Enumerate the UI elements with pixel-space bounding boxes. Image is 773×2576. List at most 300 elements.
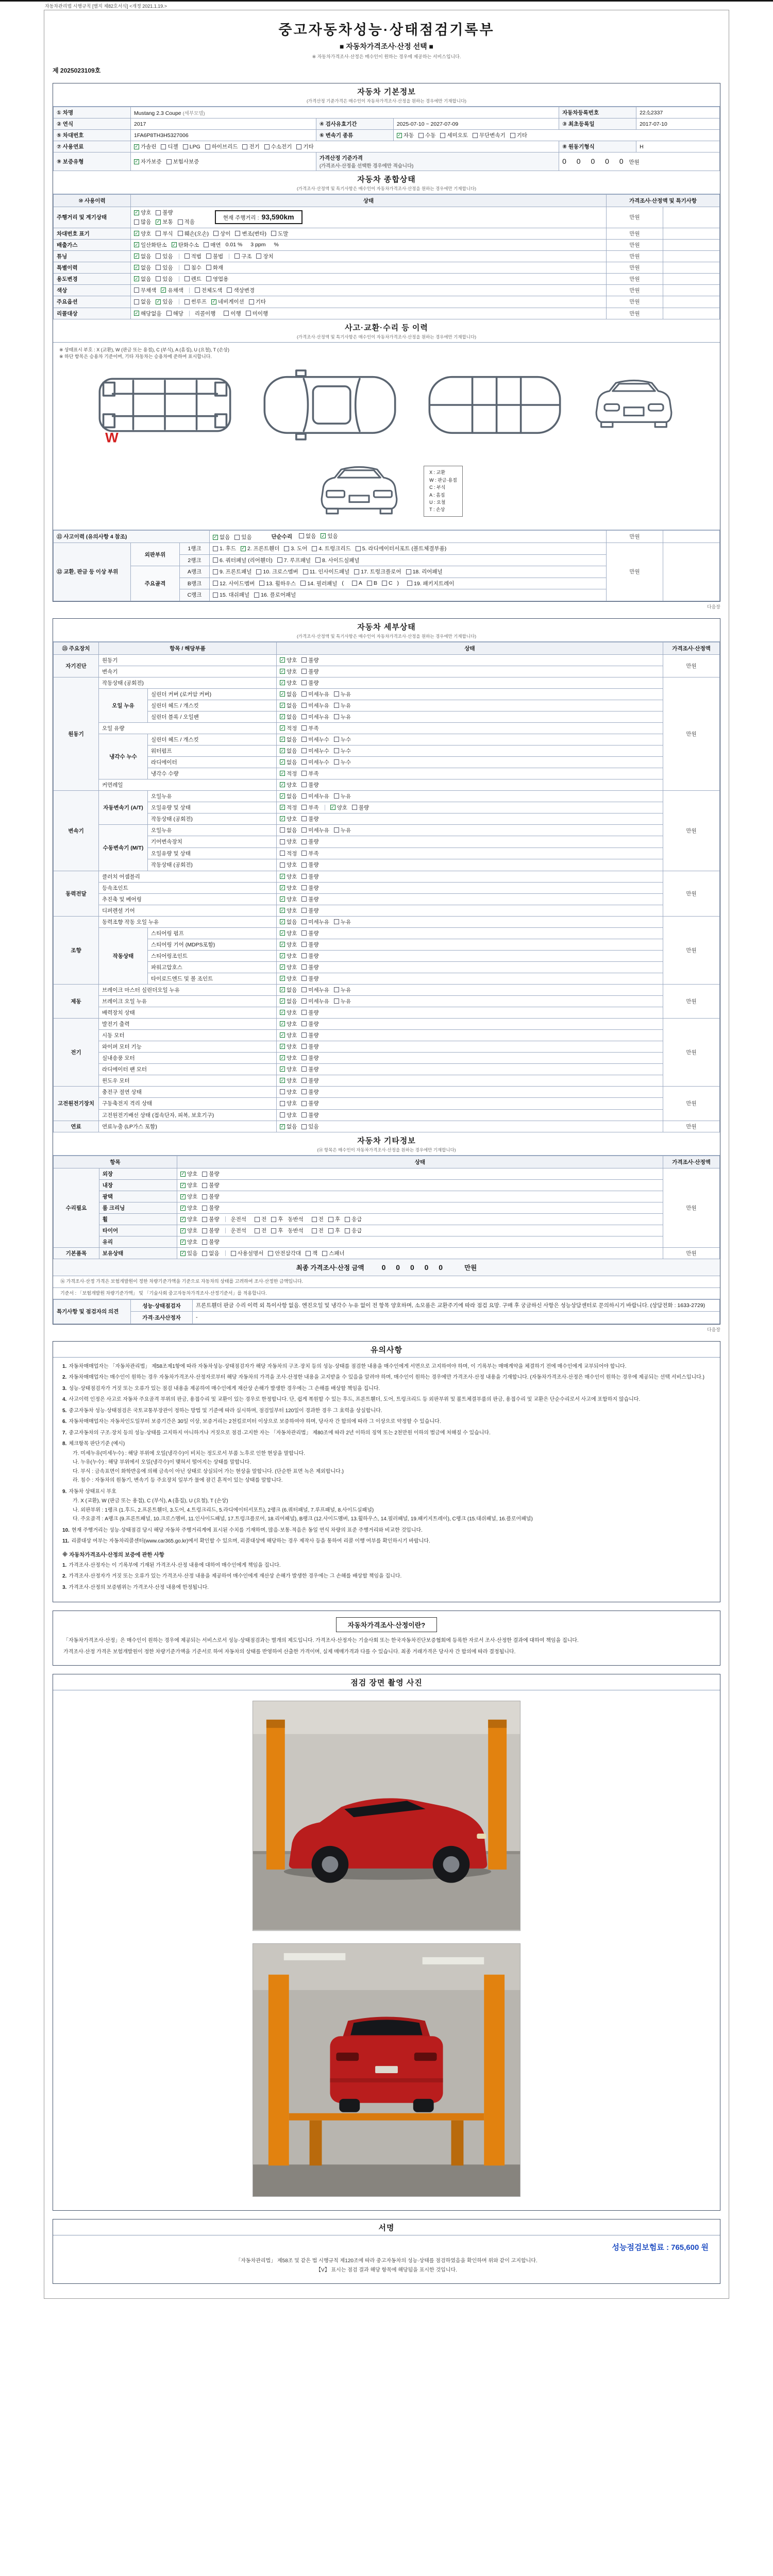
item-part-label: 원동기 (99, 654, 277, 666)
legend-item: U : 요철 (429, 499, 446, 505)
unchecked-box-icon (202, 1217, 207, 1222)
option-label: 썬루프 (191, 299, 207, 305)
status-cell (277, 836, 663, 848)
status-cell (277, 666, 663, 677)
unchecked-box-icon (406, 569, 411, 574)
option-label: 기타 (255, 299, 266, 305)
option-label: 9. 프론트패널 (220, 569, 252, 575)
item-part-label: 냉각수 수량 (148, 768, 277, 779)
option-label: 없음 (287, 987, 297, 993)
checkbox-option (277, 556, 311, 564)
checkbox-option (334, 736, 351, 743)
note-number: 7. (62, 1430, 67, 1436)
group-divider (189, 287, 190, 293)
option-label: 불량 (308, 862, 319, 868)
detail-row (54, 1007, 720, 1018)
checkbox-option (280, 1088, 297, 1096)
value-text: 운전석 (230, 1228, 247, 1234)
option-label: 기타 (303, 144, 314, 150)
unchecked-box-icon (301, 1010, 307, 1015)
checkbox-option (299, 532, 316, 540)
rank-label: 2랭크 (180, 554, 210, 566)
option-line (134, 230, 293, 238)
option-group (280, 1020, 324, 1028)
remark-cell (663, 308, 720, 319)
price-cell: 만원 (607, 530, 663, 543)
unchecked-box-icon (268, 1251, 273, 1256)
note-item (62, 1396, 711, 1404)
checkbox-option (280, 907, 297, 914)
checkbox-option (334, 690, 351, 698)
option-label: 렌트 (191, 276, 201, 282)
unchecked-box-icon (301, 816, 307, 821)
status-cell (177, 1225, 663, 1236)
checkbox-option (280, 668, 297, 675)
legend-item: W : 판금·용접 (429, 477, 457, 483)
status-lines (134, 298, 271, 306)
inspection-period-label: ④ 검사유효기간 (316, 118, 393, 130)
status-cell (277, 995, 663, 1007)
checkbox-option (161, 286, 183, 294)
checkbox-option (301, 975, 318, 982)
checked-box-icon: ✓ (280, 896, 284, 902)
block-signature (53, 2219, 720, 2284)
remark-cell (663, 273, 720, 284)
etc-item-label: 보유상태 (99, 1248, 177, 1259)
continue-label: 다음장 (707, 604, 720, 609)
option-label: 양호 (287, 1021, 297, 1027)
item-part-label: 클러치 어셈블리 (99, 871, 277, 882)
checkbox-option (301, 907, 318, 914)
detail-row (54, 700, 720, 711)
option-group (134, 252, 278, 260)
unchecked-box-icon (301, 908, 307, 913)
checkbox-option (256, 252, 273, 260)
remarks-title: 특기사항 및 점검자의 의견 (54, 1300, 131, 1324)
column-header-price: 가격조사·산정액 및 특기사항 (607, 195, 720, 207)
checkbox-option (301, 1123, 318, 1130)
detail-row (54, 711, 720, 722)
price-cell: 만원 (607, 228, 663, 239)
detail-row (54, 688, 720, 700)
status-wrap (134, 286, 603, 295)
checked-box-icon: ✓ (181, 1250, 185, 1256)
option-label: 불량 (308, 1100, 319, 1107)
option-label: 불량 (308, 1055, 319, 1061)
checkbox-option (280, 850, 297, 857)
checkbox-option (328, 1215, 340, 1223)
year-label: ② 연식 (54, 118, 131, 130)
rank-label: C랭크 (180, 589, 210, 601)
item-part-label: 시동 모터 (99, 1029, 277, 1041)
option-label: 매연 (210, 242, 221, 248)
status-code-legend-line-1: ※ 상태표시 부호 : X (교환), W (판금 또는 용접), C (부식), A (흠집), U (요철), T (손상) (59, 347, 229, 352)
option-label: 탄화수소 (178, 242, 199, 248)
unchecked-box-icon (328, 1217, 333, 1222)
usage-history-label: 색상 (54, 284, 131, 296)
checked-box-icon: ✓ (280, 885, 284, 890)
option-label: 전기 (249, 144, 260, 150)
option-label: 없음 (287, 714, 297, 720)
option-group (280, 986, 356, 994)
option-label: 양호 (141, 210, 152, 216)
main-frame-label: 주요골격 (131, 566, 180, 601)
checkbox-option (205, 143, 238, 150)
detail-row (54, 779, 720, 790)
option-label: 불량 (209, 1194, 220, 1200)
checked-box-icon: ✓ (280, 759, 284, 765)
option-label: 불량 (308, 873, 319, 880)
option-group (280, 826, 356, 834)
etc-item-label: 타이어 (99, 1225, 177, 1236)
option-label: 미세누유 (308, 987, 329, 993)
price-cell: 만원 (607, 207, 663, 228)
unchecked-box-icon (280, 1089, 285, 1094)
option-group (280, 1099, 324, 1107)
note-text: 사고이력 인정은 사고로 자동차 주요골격 부위의 판금, 용접수리 및 교환이 있는 경우로 한정합니다. 단, 쉽게 복원할 수 있는 후드, 프론트휀더, 도어, 트렁크리드 등 외판부위 및 볼트체결부품의 판금, 용접수리 및 교환은 단순수리로서 사고에 포함하지 않습니다. (69, 1397, 641, 1403)
item-part-label: 오일유량 및 상태 (148, 802, 277, 813)
status-cell (277, 722, 663, 734)
price-cell: 만원 (663, 677, 720, 790)
item-part-label: 실린더 커버 (로커암 커버) (148, 688, 277, 700)
table-header-row (54, 642, 720, 654)
checkbox-option (321, 532, 338, 540)
checkbox-option (280, 838, 297, 845)
checked-box-icon: ✓ (280, 804, 284, 810)
note-number: 5. (62, 1408, 67, 1414)
etc-info-table (53, 1156, 720, 1259)
checked-box-icon: ✓ (280, 1066, 284, 1072)
section-signature-header (53, 2219, 720, 2235)
option-line (134, 286, 259, 295)
note-sub-item: 라. 침수 : 자동차의 원동기, 변속기 등 주요장치 일부가 물에 잠긴 흔적이 있는 상태를 말합니다. (73, 1478, 283, 1484)
unchecked-box-icon (156, 276, 161, 281)
usage-history-label: 특별이력 (54, 262, 131, 273)
checkbox-option (234, 252, 251, 260)
option-label: 양호 (287, 1089, 297, 1095)
checkbox-option (280, 1009, 297, 1016)
fuel-label: ⑦ 사용연료 (54, 141, 131, 152)
option-label: 6. 쿼터패널 (리어휀더) (220, 557, 273, 564)
checked-box-icon: ✓ (280, 748, 284, 753)
etc-row (54, 1191, 720, 1202)
checkbox-option (301, 941, 318, 948)
rank-label: 1랭크 (180, 543, 210, 555)
status-cell (131, 284, 607, 296)
option-label: 미세누수 (308, 736, 329, 743)
checkbox-option (202, 1170, 219, 1178)
unchecked-box-icon (271, 231, 276, 236)
checkbox-option (178, 230, 209, 238)
group-divider (225, 1216, 226, 1222)
checkbox-option (213, 591, 249, 599)
unchecked-box-icon (312, 546, 317, 551)
device-group-label: 조향 (54, 916, 99, 984)
checkbox-option (280, 1123, 297, 1130)
status-cell (277, 1109, 663, 1121)
checkbox-option (202, 1181, 219, 1189)
unchecked-box-icon (334, 714, 339, 719)
detail-row (54, 1018, 720, 1029)
checkbox-option (312, 1215, 324, 1223)
insurance-fee (53, 2235, 720, 2255)
option-label: 양호 (187, 1205, 198, 1211)
accident-history-options (210, 530, 607, 543)
checkbox-option (280, 1031, 297, 1039)
value-text: 동반석 (288, 1216, 304, 1223)
option-group (213, 568, 447, 575)
section-notes-header (53, 1342, 720, 1358)
option-label: 불량 (308, 1032, 319, 1039)
etc-row (54, 1225, 720, 1236)
option-label: 누유 (340, 987, 351, 993)
checked-box-icon: ✓ (280, 919, 284, 924)
note-text: 성능·상태점검자가 거짓 또는 오류가 있는 점검 내용을 제공하여 매수인에게 재산상 손해가 발생한 경우에는 그 손해를 배상할 책임을 집니다. (69, 1385, 380, 1392)
item-category-label: 작동상태 (99, 927, 148, 984)
final-price-unit: 만원 (464, 1264, 477, 1272)
option-label: 불량 (308, 657, 319, 664)
option-group (180, 1227, 366, 1234)
car-rear-view-diagram (310, 460, 408, 523)
detail-row (54, 1098, 720, 1110)
checked-box-icon: ✓ (135, 253, 139, 259)
unchecked-box-icon (156, 231, 161, 236)
option-label: 없음 (287, 998, 297, 1005)
checkbox-option (301, 850, 318, 857)
item-part-label: 작동상태 (공회전) (148, 859, 277, 871)
option-group (134, 298, 271, 306)
checkbox-option (407, 580, 454, 587)
checkbox-option (280, 918, 297, 926)
checkbox-option (134, 230, 151, 238)
unchecked-box-icon (277, 557, 282, 563)
status-wrap (134, 241, 603, 249)
option-label: 양호 (287, 1066, 297, 1073)
checkbox-option (271, 1215, 283, 1223)
section-title: 자동차 세부상태 (357, 622, 416, 632)
item-part-label: 디퍼렌셜 기어 (99, 905, 277, 916)
option-label: 양호 (287, 896, 297, 903)
pricing-info-box (53, 1611, 720, 1666)
option-label: 양호 (187, 1216, 198, 1223)
checkbox-option (280, 724, 297, 732)
price-cell: 만원 (607, 296, 663, 308)
etc-item-label: 룸 크리닝 (99, 1202, 177, 1214)
unchecked-box-icon (328, 1228, 333, 1233)
option-label: 장치 (263, 253, 274, 260)
option-label: 미세누수 (308, 748, 329, 754)
checked-box-icon: ✓ (321, 533, 326, 538)
section-photos-header (53, 1674, 720, 1690)
unchecked-box-icon (301, 793, 307, 799)
remark-cell (663, 228, 720, 239)
checkbox-option (180, 1249, 197, 1257)
checkbox-option (134, 158, 162, 165)
unchecked-box-icon (280, 851, 285, 856)
base-price-label (316, 152, 559, 171)
etc-group-label: 수리필요 (54, 1168, 99, 1248)
option-group (134, 310, 273, 317)
base-price-unit: 만원 (629, 159, 640, 165)
checkbox-option (280, 713, 297, 721)
checkbox-option (184, 298, 207, 306)
unchecked-box-icon (284, 546, 289, 551)
etc-item-label: 유리 (99, 1236, 177, 1248)
option-label: 적음 (184, 219, 195, 225)
option-label: 5. 라디에이터서포트 (볼트체결부품) (362, 546, 447, 552)
option-label: 없음 (141, 264, 152, 271)
unchecked-box-icon (213, 557, 218, 563)
checkbox-option (301, 873, 318, 880)
rank-label: A랭크 (180, 566, 210, 578)
final-price-label: 최종 가격조사·산정 금액 (296, 1264, 364, 1272)
note-sub-list (73, 1450, 711, 1485)
unchecked-box-icon (166, 311, 172, 316)
checkbox-option (259, 580, 296, 587)
option-group (213, 580, 459, 587)
unchecked-box-icon (259, 581, 264, 586)
note-number: 11. (62, 1538, 70, 1545)
checkbox-option (156, 230, 173, 238)
checkbox-option (213, 230, 230, 238)
unchecked-box-icon (301, 1055, 307, 1060)
option-label: 가솔린 (141, 144, 157, 150)
unchecked-box-icon (161, 144, 166, 149)
unchecked-box-icon (183, 144, 188, 149)
unchecked-box-icon (301, 714, 307, 719)
checkbox-option (322, 1249, 344, 1257)
status-lines (134, 241, 287, 249)
note-number: 3. (62, 1385, 67, 1392)
checkbox-option (280, 770, 297, 777)
option-group (134, 264, 228, 272)
status-cell (277, 916, 663, 927)
option-label: 잭 (312, 1250, 318, 1257)
option-group (280, 1009, 324, 1016)
status-cell (131, 250, 607, 262)
device-group-label: 자기진단 (54, 654, 99, 677)
option-label: 10. 크로스멤버 (263, 569, 298, 575)
etc-row (54, 1168, 720, 1180)
unchecked-box-icon (301, 976, 307, 981)
status-cell (277, 654, 663, 666)
checked-box-icon: ✓ (280, 668, 284, 674)
status-cell (131, 296, 607, 308)
etc-group-label: 기본품목 (54, 1248, 99, 1259)
checkbox-option (330, 804, 347, 811)
option-label: 있음 (327, 533, 338, 539)
unchecked-box-icon (301, 964, 307, 970)
unchecked-box-icon (299, 533, 304, 538)
option-label: 전 (261, 1228, 267, 1234)
section-note: (가격조사·산정액 및 특기사항은 매수인이 자동차가격조사·산정을 원하는 경우에만 기재합니다) (296, 334, 477, 340)
price-cell: 만원 (607, 250, 663, 262)
detail-row (54, 859, 720, 871)
status-lines (134, 310, 273, 317)
option-label: 15. 대쉬패널 (220, 592, 250, 598)
note-number: 8. (62, 1441, 67, 1447)
checkbox-option (280, 941, 297, 948)
option-label: 19. 패키지트레이 (414, 580, 455, 587)
item-part-label: 변속기 (99, 666, 277, 677)
note-text: 리콜대상 여부는 자동차리콜센터(www.car365.go.kr)에서 확인할 수 있으며, 리콜대상에 해당하는 경우 제작사 등을 통하여 리콜 이행 여부를 확인하시기 바랍니다. (71, 1538, 430, 1545)
checkbox-option (280, 736, 297, 743)
option-label: 양호 (287, 953, 297, 959)
checkbox-option (382, 580, 393, 586)
option-label: 상이 (220, 230, 231, 237)
section-note: (가격조사·산정액 및 특기사항은 매수인이 자동차가격조사·산정을 원하는 경우에만 기재합니다) (296, 186, 477, 191)
note-sub-item: 가. X (교환), W (판금 또는 용접), C (부식), A (흠집), U (요철), T (손상) (73, 1498, 228, 1504)
unchecked-box-icon (224, 311, 229, 316)
etc-item-label: 외장 (99, 1168, 177, 1180)
unchecked-box-icon (473, 133, 478, 138)
option-label: 양호 (287, 680, 297, 686)
option-label: 부족 (308, 850, 319, 857)
note-text: 중고자동차 성능·상태점검은 국토교통부장관이 정하는 방법 및 기준에 따라 실시하며, 점검일부터 120일이 경과한 경우 그 효력을 상실합니다. (69, 1408, 382, 1414)
option-label: 무채색 (141, 287, 157, 294)
item-part-label: 작동상태 (공회전) (148, 813, 277, 824)
checkbox-option (301, 1054, 318, 1062)
column-header-item: 항목 (54, 1156, 177, 1168)
checkbox-option (328, 1227, 340, 1234)
column-header-device: ⑬ 주요장치 (54, 642, 99, 654)
checked-box-icon: ✓ (280, 1124, 284, 1129)
warranty-label: ⑨ 보증유형 (54, 152, 131, 171)
note-item (62, 1418, 711, 1426)
note-item (62, 1562, 711, 1570)
checkbox-option (213, 580, 255, 587)
option-label: 적정 (287, 804, 297, 811)
note-sub-item: 가. 미세누유(미세누수) : 해당 부위에 오일(냉각수)이 비치는 정도로서 부품 노후로 인한 현상을 말합니다. (73, 1450, 306, 1456)
option-label: 불량 (308, 975, 319, 982)
etc-row (54, 1214, 720, 1225)
note-item (62, 1363, 711, 1371)
insurance-fee-label: 성능점검보험료 : (612, 2243, 669, 2252)
option-group (280, 804, 374, 811)
option-line (134, 252, 278, 260)
overall-row (54, 273, 720, 284)
etc-row (54, 1180, 720, 1191)
checkbox-option (264, 143, 292, 150)
transmission-label: ⑥ 변속기 종류 (316, 130, 393, 141)
option-label: 사용설명서 (237, 1250, 264, 1257)
block-photos (53, 1674, 720, 2210)
option-label: 누유 (340, 691, 351, 698)
unchecked-box-icon (418, 133, 424, 138)
option-label: 양호 (287, 1009, 297, 1016)
checkbox-option (234, 533, 251, 541)
checked-box-icon: ✓ (280, 1043, 284, 1049)
option-label: 불량 (308, 896, 319, 903)
document-header (53, 14, 720, 61)
note-item (62, 1584, 711, 1592)
option-label: 유채색 (167, 287, 183, 294)
unchecked-box-icon (301, 827, 307, 833)
item-part-label: 실내송풍 모터 (99, 1052, 277, 1063)
option-label: 양호 (287, 941, 297, 948)
option-group (280, 679, 324, 687)
option-group (280, 1111, 324, 1119)
device-group-label: 동력전달 (54, 871, 99, 916)
checked-box-icon: ✓ (181, 1239, 185, 1244)
checkbox-option (268, 1249, 301, 1257)
unchecked-box-icon (204, 242, 209, 247)
item-part-label: 구동축전지 격리 상태 (99, 1098, 277, 1110)
usage-history-label: 배출가스 (54, 239, 131, 250)
unchecked-box-icon (354, 569, 359, 574)
option-label: 전 (318, 1228, 324, 1234)
option-label: 미이행 (252, 310, 268, 317)
